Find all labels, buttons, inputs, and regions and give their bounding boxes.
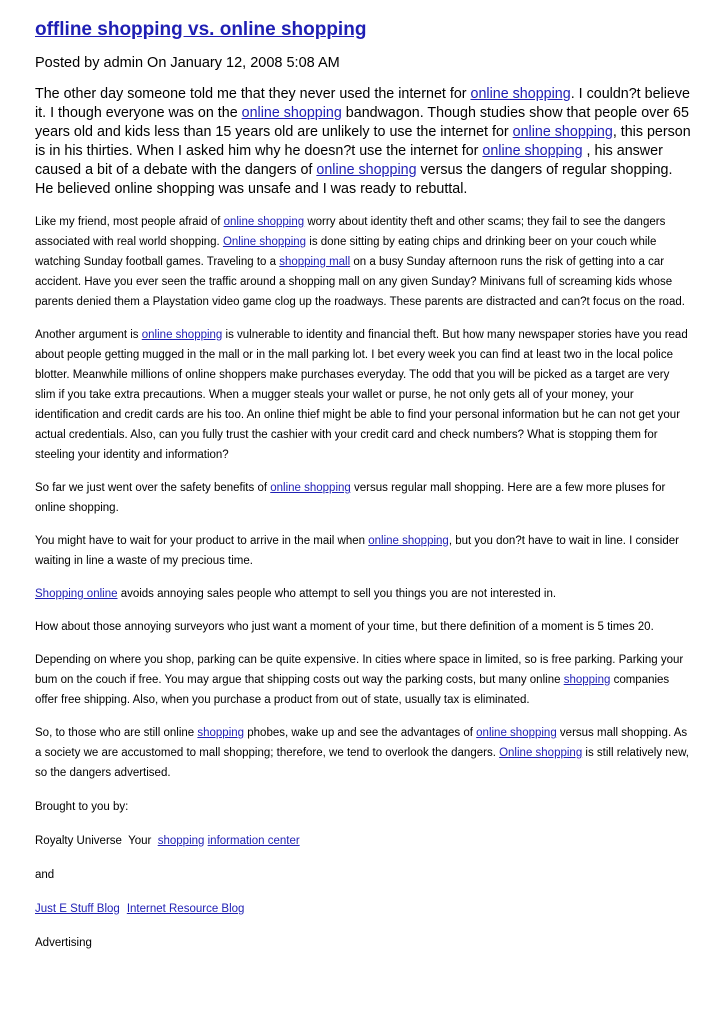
paragraph: Depending on where you shop, parking can be quite expensive. In cities where space in limited, so is free parking. Parking your bum on the couch if free. You may argue that shipping costs out way the parking costs, but many online shopping companies offer free shipping. Also, when you purchase a product from out of state, usually tax is eliminated. xyxy=(35,654,684,706)
shopping-link[interactable]: shopping xyxy=(563,674,611,686)
internet-resource-blog-link[interactable]: Internet Resource Blog xyxy=(126,903,245,915)
shopping-link[interactable]: shopping xyxy=(157,835,205,847)
just-e-stuff-blog-link[interactable]: Just E Stuff Blog xyxy=(35,903,120,915)
paragraph: Shopping online avoids annoying sales people who attempt to sell you things you are not interested in. xyxy=(35,588,557,600)
post-meta: Posted by admin On January 12, 2008 5:08 AM xyxy=(35,55,340,71)
online-shopping-link[interactable]: online shopping xyxy=(482,143,583,159)
intro-paragraph: The other day someone told me that they never used the internet for online shopping. I couldn?t believe it. I though everyone was on the online shopping bandwagon. Though studies show that people over 65 years old and kids less than 15 years old are unlikely to use the internet for online shopping, this person is in his thirties. When I asked him why he doesn?t use the internet for online shopping , his answer caused a bit of a debate with the dangers of online shopping versus the dangers of regular shopping. He believed online shopping was unsafe and I was ready to rebuttal. xyxy=(35,86,691,197)
advertising-text: Advertising xyxy=(35,937,92,949)
online-shopping-link[interactable]: online shopping xyxy=(223,216,305,228)
page-title xyxy=(35,18,691,42)
online-shopping-link[interactable]: online shopping xyxy=(476,727,557,739)
paragraph: Like my friend, most people afraid of online shopping worry about identity theft and other scams; they fail to see the dangers associated with real world shopping. Online shopping is done sitting by eating chips and drinking beer on your couch while watching Sunday football games. Traveling to a shopping mall on a busy Sunday afternoon runs the risk of getting into a car accident. Have you ever seen the traffic around a shopping mall on any given Sunday? Minivans full of screaming kids whose parents denied them a Playstation video game clog up the roadways. These parents are distracted and can?t focus on the road. xyxy=(35,216,685,308)
title-link[interactable]: offline shopping vs. online shopping xyxy=(35,19,367,40)
blog-links xyxy=(35,899,691,919)
paragraph: You might have to wait for your product to arrive in the mail when online shopping, but you don?t have to wait in line. I consider waiting in line a waste of my precious time. xyxy=(35,535,679,567)
paragraph: How about those annoying surveyors who just want a moment of your time, but there definition of a moment is 5 times 20. xyxy=(35,621,654,633)
online-shopping-link[interactable]: online shopping xyxy=(368,535,449,547)
online-shopping-link[interactable]: online shopping xyxy=(470,86,571,102)
online-shopping-link[interactable]: online shopping xyxy=(512,124,613,140)
shopping-link[interactable]: shopping xyxy=(197,727,245,739)
paragraph: So, to those who are still online shopping phobes, wake up and see the advantages of online shopping versus mall shopping. As a society we are accustomed to mall shopping; therefore, we tend to overlook the dangers. Online shopping is still relatively new, so the dangers advertised. xyxy=(35,727,689,779)
paragraph: Another argument is online shopping is vulnerable to identity and financial theft. But how many newspaper stories have you read about people getting mugged in the mall or in the mall parking lot. I bet every week you can find at least two in the local police blotter. Meanwhile millions of online shoppers make purchases everyday. The odd that you will be picked as a target are very slim if you take extra precautions. When a mugger steals your wallet or purse, he not only gets all of your money, your identification and credit cards are his too. An online thief might be able to find your personal information but he can not get your actual credentials. Also, can you fully trust the cashier with your credit card and check numbers? What is stopping them for steeling your identity and information? xyxy=(35,329,688,461)
brought-to-you: Brought to you by: xyxy=(35,801,129,813)
shopping-online-link[interactable]: Shopping online xyxy=(35,588,118,600)
online-shopping-link[interactable]: online shopping xyxy=(270,482,351,494)
online-shopping-link[interactable]: Online shopping xyxy=(222,236,307,248)
online-shopping-link[interactable]: online shopping xyxy=(316,162,417,178)
online-shopping-link[interactable]: online shopping xyxy=(241,105,342,121)
article xyxy=(35,18,691,953)
royalty-line: Royalty Universe Your shopping information center xyxy=(35,835,300,847)
paragraph: So far we just went over the safety benefits of online shopping versus regular mall shopping. Here are a few more pluses for online shopping. xyxy=(35,482,666,514)
shopping-mall-link[interactable]: shopping mall xyxy=(279,256,351,268)
online-shopping-link[interactable]: Online shopping xyxy=(499,747,583,759)
online-shopping-link[interactable]: online shopping xyxy=(141,329,223,341)
information-center-link[interactable]: information center xyxy=(207,835,300,847)
and-text: and xyxy=(35,869,55,881)
